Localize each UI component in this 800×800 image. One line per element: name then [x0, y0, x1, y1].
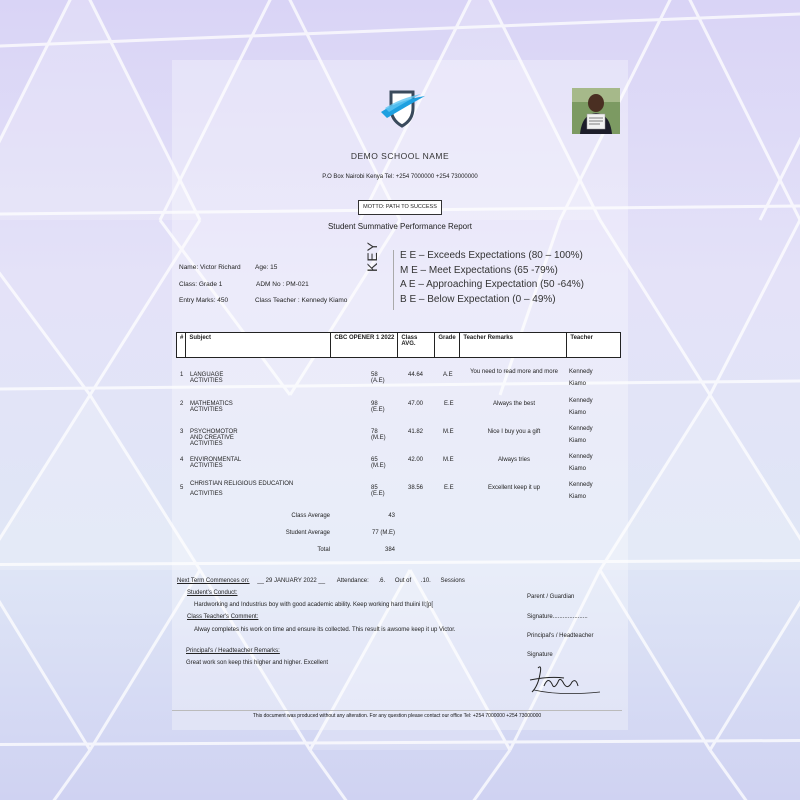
- col-header-subject: Subject: [186, 333, 331, 358]
- school-motto: MOTTO: PATH TO SUCCESS: [358, 200, 442, 215]
- sessions-label: Sessions: [440, 578, 465, 584]
- conduct-text: Hardworking and Industrius boy with good academic ability. Keep working hard thuiini ll;[p[: [194, 602, 434, 608]
- next-term-date: __ 29 JANUARY 2022 __: [257, 578, 326, 584]
- parent-label: Parent / Guardian: [527, 594, 575, 600]
- principal-sig-label: Principal's / Headteacher: [527, 633, 594, 639]
- col-header-remarks: Teacher Remarks: [460, 333, 567, 358]
- attendance-value: .6.: [378, 578, 386, 584]
- key-item-ae: A E – Approaching Expectation (50 -64%): [400, 279, 585, 290]
- col-header-grade: Grade: [435, 333, 460, 358]
- key-divider: [393, 250, 394, 310]
- footer-text: This document was produced without any alteration. For any question please contact our office Tel: +254 7000000 +254 73000000: [252, 713, 542, 719]
- handwritten-signature: [520, 660, 605, 700]
- key-title: KEY: [364, 240, 380, 272]
- principal-remarks-text: Great work son keep this higher and higher. Excellent: [186, 660, 329, 666]
- school-name: DEMO SCHOOL NAME: [350, 151, 450, 161]
- parent-signature: Signature.....................: [527, 614, 588, 620]
- teacher-comment-label: Class Teacher's Comment:: [187, 614, 259, 620]
- col-header-class-avg: Class AVG.: [398, 333, 435, 358]
- out-of-label: Out of: [394, 578, 412, 584]
- footer-divider: [172, 710, 622, 711]
- conduct-label: Student's Conduct:: [187, 590, 238, 596]
- student-name: Name: Victor Richard: [179, 264, 241, 271]
- col-header-score: CBC OPENER 1 2022: [331, 333, 398, 358]
- student-adm: ADM No : PM-021: [256, 281, 309, 288]
- school-logo-icon: [377, 88, 427, 130]
- student-photo: [572, 88, 620, 134]
- entry-marks: Entry Marks: 450: [179, 297, 229, 304]
- next-term-row: [177, 578, 465, 584]
- student-age: Age: 15: [255, 264, 278, 271]
- key-item-me: M E – Meet Expectations (65 -79%): [400, 265, 558, 276]
- next-term-label: Next Term Commences on:: [177, 578, 250, 584]
- principal-signature-label: Signature: [527, 652, 553, 658]
- student-class: Class: Grade 1: [179, 281, 223, 288]
- marks-table: [176, 332, 621, 358]
- key-item-ee: E E – Exceeds Expectations (80 – 100%): [400, 250, 583, 261]
- school-address: P.O Box Nairobi Kenya Tel: +254 7000000 +254 73000000: [322, 174, 478, 180]
- key-item-be: B E – Below Expectation (0 – 49%): [400, 294, 556, 305]
- out-of-value: .10.: [420, 578, 431, 584]
- class-teacher: Class Teacher : Kennedy Kiamo: [255, 297, 348, 304]
- col-header-number: #: [177, 333, 186, 358]
- attendance-label: Attendance:: [336, 578, 369, 584]
- report-title: Student Summative Performance Report: [327, 222, 473, 231]
- teacher-comment-text: Alway completes his work on time and ensure its collected. This result is awsome keep it up Victor.: [194, 627, 456, 633]
- report-card: DEMO SCHOOL NAME P.O Box Nairobi Kenya Tel: +254 7000000 +254 73000000 MOTTO: PATH TO SUCCESS Student Summative Performance Report Name: Victor Richard Age: 15 Class: Grade 1 ADM No : PM-021 Entry Marks: 450 Class Teacher : Kennedy Kiamo KEY E E – Exceeds Expectations (80 – 100%) M E – Meet Expectations (65 -79%) A E – Approaching Expectation (50 -64%) B E – Below Expectation (0 – 49%) # Subject CBC OPENER 1 2022 Class AVG. Grade Teacher Remarks Teacher 1 LANGUAGE ACTIVITIES 58 (A.E) 44.64 A.E You need to read more and more Kennedy Kiamo 2 MATHEMATICS ACTIVITIES 98 (E.E) 47.00 E.E Always the best Kennedy Kiamo 3 PSYCHOMOTOR AND CREATIVE ACTIVITIES 78 (M.E) 41.82 M.E Nice I buy you a gift Kennedy Kiamo 4 ENVIRONMENTAL ACTIVITIES 65 (M.E) 42.00 M.E Always tries Kennedy Kiamo 5 CHRISTIAN RELIGIOUS EDUCATION ACTIVITIES 85 (E.E) 38.56 E.E Excellent keep it up Kennedy Kiamo Class Average 43 Student Average 77 (M.E) Total 384 Next Term Commences on: __ 29 JANUARY 2022 __ Attendance: .6. Out of .10. Sessions Student's Conduct: Hardworking and Industrius boy with good academic ability. Keep working hard thuiini ll;[p[ Class Teacher's Comment: Alway completes his work on time and ensure its collected. This result is awsome keep it up Victor. Principal's / Headteacher Remarks: Great work son keep this higher and higher. Excellent Parent / Guardian Signature..................... Principal's / Headteacher Signature This document was produced without any alteration. For any question please contact our office Tel: +254 7000000 +254 73000000: [0, 0, 800, 800]
- col-header-teacher: Teacher: [567, 333, 621, 358]
- principal-remarks-label: Principal's / Headteacher Remarks:: [186, 648, 280, 654]
